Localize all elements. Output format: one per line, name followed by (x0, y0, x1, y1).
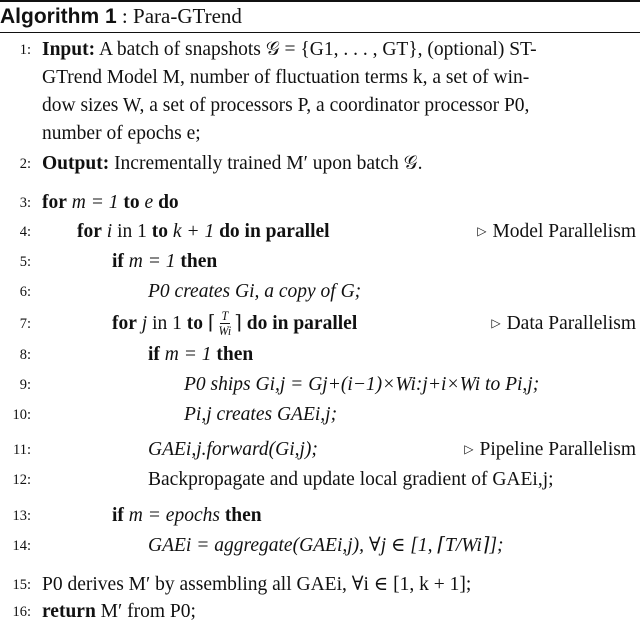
output-label: Output: Incrementally trained M′ upon batch 𝒢. (42, 153, 423, 174)
comment-triangle-icon: ▷ (477, 224, 487, 238)
input-text: dow sizes W, a set of processors P, a coordinator processor P0, (42, 95, 530, 116)
if-first-epoch-inner: if m = 1 then (148, 344, 254, 365)
input-text: A batch of snapshots 𝒢 = {G1, . . . , GT}, (optional) ST- (98, 39, 537, 60)
statement-forward: GAEi,j.forward(Gi,j); (148, 439, 318, 460)
line-2 (0, 150, 640, 178)
line-number: 14: (12, 538, 31, 554)
line-1-cont-3 (0, 120, 640, 148)
statement-create-copy: P0 creates Gi, a copy of G; (148, 281, 362, 302)
line-number: 16: (12, 604, 31, 620)
comment-data-parallelism: ▷ Data Parallelism (491, 313, 636, 334)
line-11 (0, 436, 640, 464)
line-number: 5: (19, 254, 31, 270)
algorithm-title (0, 2, 242, 31)
line-number: 8: (19, 347, 31, 363)
line-12 (0, 466, 640, 494)
line-number: 13: (12, 508, 31, 524)
line-number: 12: (12, 472, 31, 488)
line-15 (0, 571, 640, 599)
comment-model-parallelism: ▷ Model Parallelism (477, 221, 636, 242)
statement-derive: P0 derives M′ by assembling all GAEi, ∀i ∈ [1, k + 1]; (42, 574, 472, 595)
algorithm-name: Para-GTrend (133, 4, 242, 28)
statement-backprop: Backpropagate and update local gradient of GAEi,j; (148, 469, 554, 490)
for-loop-model: for i in 1 to k + 1 do in parallel (77, 221, 330, 242)
line-number: 4: (19, 224, 31, 240)
line-number: 9: (19, 377, 31, 393)
line-8 (0, 341, 640, 369)
for-loop-data: for j in 1 to ⌈ $\frac{T}{Wi}$ ⌉ do in parallel (112, 308, 358, 339)
line-number: 2: (19, 156, 31, 172)
statement-create-gae: Pi,j creates GAEi,j; (184, 404, 338, 425)
line-number: 6: (19, 284, 31, 300)
line-3 (0, 189, 640, 217)
comment-triangle-icon: ▷ (491, 316, 501, 330)
line-6 (0, 278, 640, 306)
input-text: number of epochs e; (42, 123, 201, 144)
line-1-cont-2 (0, 92, 640, 120)
algorithm-separator: : (121, 4, 128, 28)
line-number: 10: (12, 407, 31, 423)
line-1-cont-1 (0, 64, 640, 92)
line-9 (0, 371, 640, 399)
output-text: Incrementally trained M′ upon batch 𝒢. (114, 153, 423, 174)
line-number: 3: (19, 195, 31, 211)
comment-triangle-icon: ▷ (464, 442, 474, 456)
return-statement: return M′ from P0; (42, 601, 196, 622)
comment-pipeline-parallelism: ▷ Pipeline Parallelism (464, 439, 636, 460)
line-number: 15: (12, 577, 31, 593)
line-7 (0, 310, 640, 338)
statement-aggregate: GAEi = aggregate(GAEi,j), ∀j ∈ [1, ⌈T/Wi⌉]; (148, 535, 504, 556)
line-10 (0, 401, 640, 429)
line-1 (0, 36, 640, 64)
fraction: $\frac{T}{Wi}$ (218, 308, 232, 339)
line-4 (0, 218, 640, 246)
for-loop-epochs: for m = 1 to e do (42, 192, 179, 213)
line-number: 11: (13, 442, 31, 458)
line-5 (0, 248, 640, 276)
line-14 (0, 532, 640, 560)
if-last-epoch: if m = epochs then (112, 505, 262, 526)
line-number: 7: (19, 316, 31, 332)
input-text: GTrend Model M, number of fluctuation terms k, a set of win- (42, 67, 530, 88)
if-first-epoch: if m = 1 then (112, 251, 218, 272)
algorithm-label: Algorithm 1 (0, 5, 117, 28)
input-label: Input: A batch of snapshots 𝒢 = {G1, . . . , GT}, (optional) ST- (42, 39, 537, 60)
line-number: 1: (19, 42, 31, 58)
title-rule (0, 32, 640, 33)
line-16 (0, 598, 640, 626)
statement-ship: P0 ships Gi,j = Gj+(i−1)×Wi:j+i×Wi to Pi,j; (184, 374, 540, 395)
line-13 (0, 502, 640, 530)
